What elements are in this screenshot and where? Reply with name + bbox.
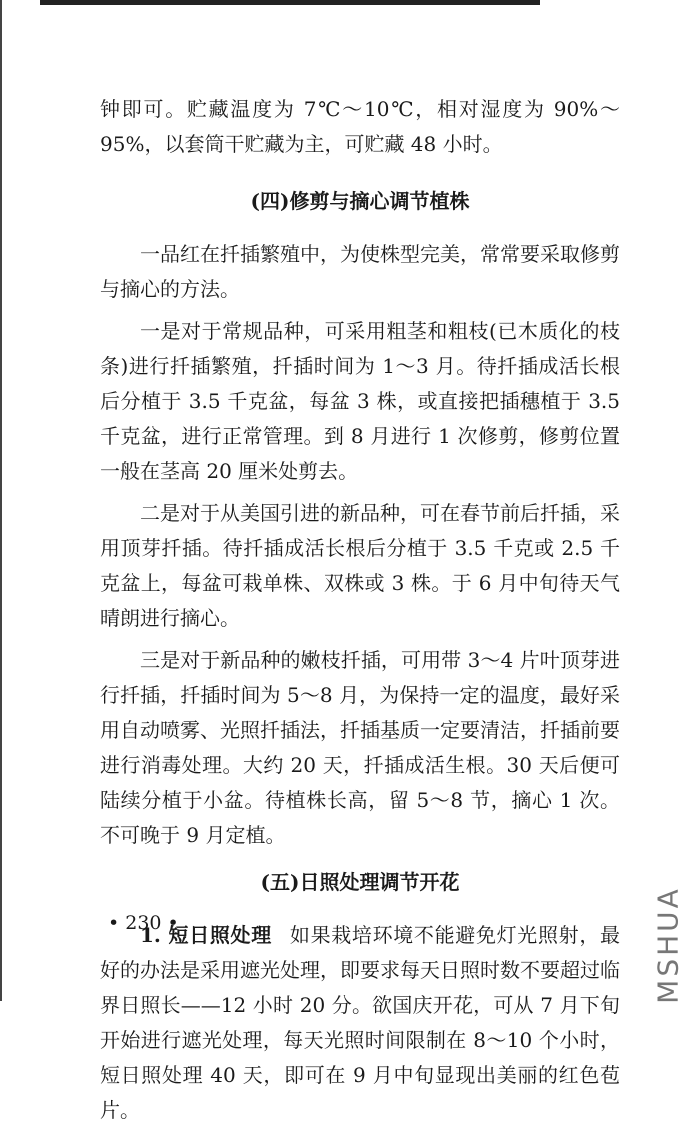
paragraph-short-day-text: 如果栽培环境不能避免灯光照射，最好的办法是采用遮光处理，即要求每天日照时数不要超过临界日照长——12 小时 20 分。欲国庆开花，可从 7 月下旬开始进行遮光处理，每天光照时间限制在 8～10 个小时，短日照处理 40 天，即可在 9 月中旬显现出美丽的红色苞片。	[100, 923, 621, 1122]
top-rule	[40, 0, 540, 5]
section-heading-4: (四)修剪与摘心调节植株	[250, 189, 470, 213]
paragraph-short-day	[100, 918, 620, 1128]
section-heading-5: (五)日照处理调节开花	[260, 870, 460, 894]
subsection-title: 1. 短日照处理	[140, 923, 272, 947]
paragraph-method-1: 一是对于常规品种，可采用粗茎和粗枝(已木质化的枝条)进行扦插繁殖，扦插时间为 1～3 月。待扦插成活长根后分植于 3.5 千克盆，每盆 3 株，或直接把插穗植于 3.5 千克盆，进行正常管理。到 8 月进行 1 次修剪，修剪位置一般在茎高 20 厘米处剪去。	[100, 319, 620, 483]
watermark: MSHUA	[651, 886, 685, 1004]
paragraph-intro: 一品红在扦插繁殖中，为使株型完美，常常要采取修剪与摘心的方法。	[100, 242, 620, 301]
page-body	[100, 92, 620, 1128]
page-number: • 230 •	[108, 912, 179, 934]
paragraph-continuation: 钟即可。贮藏温度为 7℃～10℃，相对湿度为 90%～95%，以套筒干贮藏为主，可贮藏 48 小时。	[100, 97, 620, 156]
paragraph-method-2: 二是对于从美国引进的新品种，可在春节前后扦插，采用顶芽扦插。待扦插成活长根后分植于 3.5 千克或 2.5 千克盆上，每盆可栽单株、双株或 3 株。于 6 月中旬待天气晴朗进行摘心。	[100, 501, 620, 630]
paragraph-method-3: 三是对于新品种的嫩枝扦插，可用带 3～4 片叶顶芽进行扦插，扦插时间为 5～8 月，为保持一定的温度，最好采用自动喷雾、光照扦插法，扦插基质一定要清洁，扦插前要进行消毒处理。大约 20 天，扦插成活生根。30 天后便可陆续分植于小盆。待植株长高，留 5～8 节，摘心 1 次。不可晚于 9 月定植。	[100, 648, 620, 847]
page-edge	[0, 0, 2, 1001]
